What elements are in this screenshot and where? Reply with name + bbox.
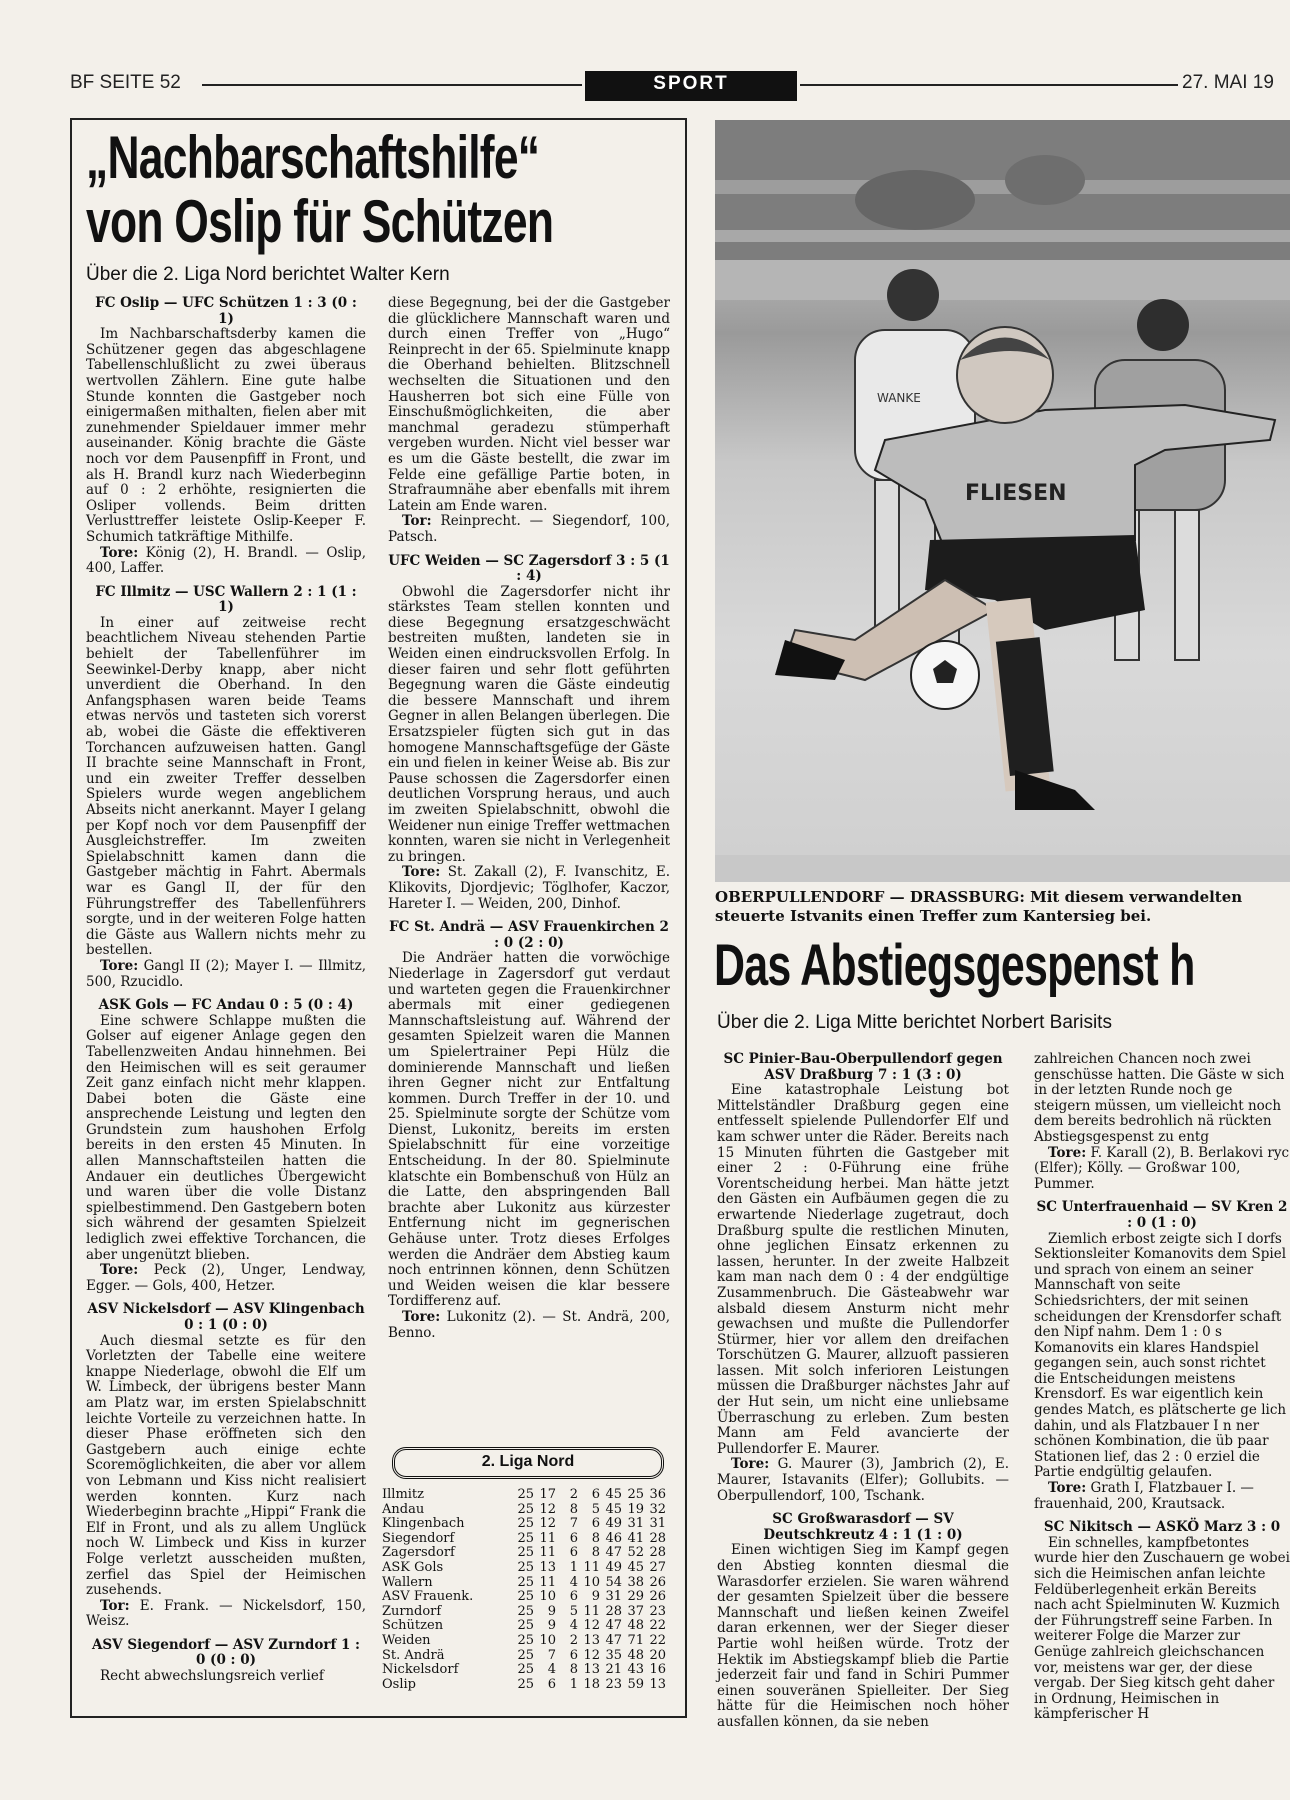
article-2-headline: Das Abstiegsgespenst h <box>714 933 1195 998</box>
match-report <box>86 1302 366 1629</box>
goalscorers-text: Grath I, Flatzbauer I. — frauenhaid, 200, Krautsack. <box>1034 1480 1254 1512</box>
team-name: Nickelsdorf <box>382 1662 459 1678</box>
table-value: 32 <box>649 1501 666 1517</box>
table-value: 5 <box>591 1501 600 1517</box>
table-value: 45 <box>605 1487 622 1502</box>
table-value: 31 <box>627 1516 644 1532</box>
goalscorers-line <box>86 546 366 577</box>
goalscorers-line <box>86 959 366 990</box>
match-report-text: Im Nachbarschaftsderby kamen die Schützener gegen das abgeschlagene Tabellenschlußlicht zu zwei überaus wertvollen Zählern. Eine gute halbe Stunde konnten die Gastgeber noch einigermaßen mithalten, fielen aber mit zunehmender Spieldauer immer mehr auseinander. König brachte die Gäste noch vor dem Pausenpfiff in Front, und als H. Brandl kurz nach Wiederbeginn auf 0 : 2 erhöhte, resignierten die Osliper vollends. Beim dritten Verlusttreffer leistete Oslip-Keeper F. Schumich tatkräftige Mithilfe. <box>86 326 366 545</box>
match-title: ASK Gols — FC Andau 0 : 5 (0 : 4) <box>98 997 354 1014</box>
match-photo <box>715 120 1290 882</box>
table-value: 25 <box>517 1662 534 1678</box>
league-table-row <box>382 1663 666 1678</box>
match-title: UFC Weiden — SC Zagersdorf 3 : 5 (1 : 4) <box>388 552 670 585</box>
section-label: SPORT <box>585 71 797 101</box>
table-value: 2 <box>569 1487 578 1502</box>
table-value: 4 <box>569 1574 578 1590</box>
table-value: 11 <box>539 1545 556 1561</box>
league-table-row <box>382 1619 666 1634</box>
table-value: 38 <box>627 1574 644 1590</box>
table-value: 8 <box>569 1501 578 1517</box>
photo-caption-line-2: steuerte Istvanits einen Treffer zum Kantersieg bei. <box>715 907 1152 925</box>
table-value: 13 <box>539 1559 556 1575</box>
goalscorers-line <box>388 1310 670 1341</box>
table-value: 10 <box>539 1632 556 1648</box>
table-value: 49 <box>605 1559 622 1575</box>
table-value: 28 <box>649 1530 666 1546</box>
article-subhead: Über die 2. Liga Nord berichtet Walter Kern <box>86 264 450 285</box>
match-report-text: Ein schnelles, kampfbetontes wurde hier den Zuschauern ge wobei sich die Heimischen anfan leichte Feldüberlegenheit erkän Bereits nach acht Spielminuten W. Kuzmich der Führungstreff seine Farben. In weiterer Folge die Marzer zur Genüge zahlreich gleichschancen vor, meistens war ger, der diese vergab. Der Sieg kitsch geht daher in Ordnung, Heimischen in kämpferischer H <box>1034 1534 1290 1723</box>
league-table-row <box>382 1561 666 1576</box>
table-value: 9 <box>547 1618 556 1634</box>
table-value: 6 <box>547 1676 556 1692</box>
team-name: ASK Gols <box>382 1559 444 1575</box>
table-value: 48 <box>627 1618 644 1634</box>
league-table-row <box>382 1546 666 1561</box>
league-table-row <box>382 1678 666 1693</box>
headline-line-2: von Oslip für Schützen <box>86 188 554 255</box>
match-report <box>86 998 366 1294</box>
table-value: 6 <box>591 1487 600 1502</box>
table-value: 12 <box>539 1501 556 1517</box>
match-report <box>717 1512 1009 1730</box>
table-value: 1 <box>569 1559 578 1575</box>
table-value: 71 <box>627 1632 644 1648</box>
header-rule-right <box>800 84 1178 86</box>
table-value: 9 <box>591 1589 600 1605</box>
match-report-text: Eine schwere Schlappe mußten die Golser auf eigener Anlage gegen den Tabellenzweiten Andau hinnehmen. Bei den Heimischen will es seit geraumer Zeit ganz einfach nicht mehr klappen. Dabei boten die Gäste eine ansprechende Leistung und legten den Grundstein zum haushohen Erfolg bereits in den ersten 45 Minuten. In allen Mannschaftsteilen hatten die Andauer ein deutliches Übergewicht und waren über die volle Distanz spielbestimmend. Den Gastgebern boten sich während der gesamten Spielzeit lediglich zwei effektive Torchancen, die aber ungenützt blieben. <box>86 1012 366 1263</box>
match-title: FC St. Andrä — ASV Frauenkirchen 2 : 0 (2 : 0) <box>389 919 669 951</box>
match-title: SC Großwarasdorf — SV Deutschkreutz 4 : 1 (1 : 0) <box>763 1511 963 1543</box>
match-report <box>388 920 670 1341</box>
goalscorers-line <box>388 514 670 545</box>
goalscorers-label: Tore: <box>1048 1144 1087 1161</box>
goalscorers-text: St. Zakall (2), F. Ivanschitz, E. Klikovits, Djordjevic; Töglhofer, Kaczor, Hareter I. — Weiden, 200, Dinhof. <box>388 864 670 912</box>
photo-caption-line-1: OBERPULLENDORF — DRASSBURG: Mit diesem verwandelten <box>715 888 1243 906</box>
team-name: Wallern <box>382 1574 433 1590</box>
table-value: 25 <box>517 1676 534 1692</box>
team-name: Siegendorf <box>382 1530 455 1546</box>
match-report-text: diese Begegnung, bei der die Gastgeber die glücklichere Mannschaft waren und durch einen Treffer von „Hugo“ Reinprecht in der 65. Spielminute knapp die Oberhand behielten. Blitzschnell wechselten die Situationen und den Hausherren bot sich eine Fülle von Einschußmöglichkeiten, die aber manchmal geradezu stümperhaft vergeben wurden. Nicht viel besser war es um die Gäste bestellt, die zwar im Felde eine gefällige Partie boten, in Strafraumnähe aber ebenfalls mit ihrem Latein am Ende waren. <box>388 295 670 514</box>
table-value: 21 <box>605 1662 622 1678</box>
goalscorers-line <box>1034 1481 1290 1512</box>
league-table-row <box>382 1634 666 1649</box>
team-name: Schützen <box>382 1618 444 1634</box>
goalscorers-label: Tore: <box>402 864 441 881</box>
headline <box>86 126 553 254</box>
table-value: 6 <box>569 1589 578 1605</box>
article-2-column-1 <box>717 1052 1009 1742</box>
table-value: 8 <box>591 1530 600 1546</box>
table-value: 28 <box>605 1603 622 1619</box>
table-value: 7 <box>569 1516 578 1532</box>
table-value: 25 <box>517 1530 534 1546</box>
table-value: 43 <box>627 1662 644 1678</box>
table-value: 25 <box>517 1559 534 1575</box>
article-2-column-2 <box>1034 1052 1290 1742</box>
team-name: ASV Frauenk. <box>382 1589 474 1605</box>
league-table-row <box>382 1517 666 1532</box>
match-title: SC Unterfrauenhaid — SV Kren 2 : 0 (1 : 0) <box>1036 1199 1288 1231</box>
table-value: 29 <box>627 1589 644 1605</box>
table-value: 23 <box>605 1676 622 1692</box>
team-name: Zagersdorf <box>382 1545 455 1561</box>
table-value: 47 <box>605 1545 622 1561</box>
goalscorers-text: Reinprecht. — Siegendorf, 100, Patsch. <box>388 513 670 545</box>
table-value: 35 <box>605 1647 622 1663</box>
table-value: 25 <box>517 1647 534 1663</box>
goalscorers-text: König (2), H. Brandl. — Oslip, 400, Laffer. <box>86 544 366 577</box>
table-value: 16 <box>649 1662 666 1678</box>
team-name: Weiden <box>382 1632 431 1648</box>
match-title: ASV Nickelsdorf — ASV Klingenbach 0 : 1 (0 : 0) <box>87 1301 365 1333</box>
goalscorers-label: Tore: <box>100 957 139 974</box>
match-report-text: In einer auf zeitweise recht beachtlichem Niveau stehenden Partie behielt der Tabellenführer im Seewinkel-Derby knapp, aber nicht unverdient die Oberhand. In den Anfangsphasen waren beide Teams etwas nervös und tasteten sich vorerst ab, wobei die Gäste die effektiveren Torchancen aufzuweisen hatten. Gangl II brachte seine Mannschaft in Front, und ein zweiter Treffer desselben Spielers wurde wegen angeblichem Abseits nicht anerkannt. Mayer I gelang per Kopf noch vor dem Pausenpfiff der Ausgleichstreffer. Im zweiten Spielabschnitt kamen dann die Gastgeber mächtig in Fahrt. Abermals war es Gangl II, der für den Führungstreffer des Tabellenführers sorgte, und in der weiteren Folge hatten die Gäste aus Wallern nichts mehr zu bestellen. <box>86 614 366 959</box>
page-number: BF SEITE 52 <box>70 72 181 93</box>
match-report-text: Eine katastrophale Leistung bot Mittelständler Draßburg gegen eine entfesselt spielende Pullendorfer Elf und kam schwer unter die Räder. Bereits nach 15 Minuten führten die Gastgeber mit einer 2 : 0-Führung eine frühe Vorentscheidung herbei. Man hätte jetzt den Gästen ein Aufbäumen gegen die zu erwartende Niederlage zugetraut, doch Draßburg spulte die restlichen Minuten, ohne jeglichen Einsatz erkennen zu lassen, herunter. In der zweite Halbzeit kam man nach dem 0 : 4 der endgültige Zusammenbruch. Die Gästeabwehr war alsbald diesem Ansturm nicht mehr gewachsen und mußte die Pullendorfer Stürmer, hier vor allem den dreifachen Torschützen G. Maurer, allzuoft passieren lassen. Mit solch inferioren Leistungen müssen die Draßburger nächstes Jahr auf der Hut sein, um nicht eine unliebsame Überraschung zu erleben. Zum besten Mann am Feld avancierte der Pullendorfer E. Maurer. <box>717 1082 1009 1457</box>
table-value: 59 <box>627 1676 644 1692</box>
match-report <box>1034 1052 1290 1192</box>
table-value: 22 <box>649 1618 666 1634</box>
match-report-text: Die Andräer hatten die vorwöchige Niederlage in Zagersdorf gut verdaut und warteten gegen die Frauenkirchner abermals mit einer gediegenen Mannschaftsleistung auf. Während der gesamten Spielzeit waren die Mannen um Spielertrainer Pepi Hülz die dominierende Mannschaft und ließen ihren Gegner nicht zur Entfaltung kommen. Durch Treffer in der 10. und 25. Spielminute sorgte der Schütze vom Dienst, Lukonitz, bereits im ersten Spielabschnitt für eine vorzeitige Entscheidung. In der 80. Spielminute klatschte ein Bombenschuß von Hülz an die Latte, den abspringenden Ball brachte aber Lukonitz aus kürzester Entfernung nicht im gegnerischen Gehäuse unter. Trotz dieses Erfolges werden die Andräer dem Abstieg kaum noch entrinnen können, denn Schützen und Weiden weisen die klar bessere Tordifferenz auf. <box>388 950 670 1310</box>
league-table-row <box>382 1576 666 1591</box>
table-value: 6 <box>591 1516 600 1532</box>
goalscorers-text: G. Maurer (3), Jambrich (2), E. Maurer, Istavanits (Elfer); Gollubits. — Oberpullendorf, 100, Tschank. <box>717 1456 1009 1504</box>
goalscorers-line <box>388 865 670 912</box>
table-value: 26 <box>649 1589 666 1605</box>
table-value: 25 <box>517 1632 534 1648</box>
table-value: 31 <box>649 1516 666 1532</box>
table-value: 28 <box>649 1545 666 1561</box>
match-title: SC Nikitsch — ASKÖ Marz 3 : 0 <box>1043 1519 1281 1536</box>
table-value: 9 <box>547 1603 556 1619</box>
shirt-text: FLIESEN <box>965 481 1067 506</box>
table-value: 25 <box>517 1516 534 1532</box>
match-report-text: Recht abwechslungsreich verlief <box>100 1668 324 1685</box>
table-value: 36 <box>649 1487 666 1502</box>
table-value: 25 <box>517 1487 534 1502</box>
table-value: 25 <box>627 1487 644 1502</box>
bg-shirt-text: WANKE <box>877 391 921 405</box>
table-value: 11 <box>539 1574 556 1590</box>
table-value: 25 <box>517 1589 534 1605</box>
table-value: 46 <box>605 1530 622 1546</box>
table-value: 11 <box>583 1603 600 1619</box>
league-table-title <box>392 1447 664 1479</box>
table-value: 12 <box>583 1647 600 1663</box>
league-table-row <box>382 1590 666 1605</box>
table-value: 41 <box>627 1530 644 1546</box>
goalscorers-text: Lukonitz (2). — St. Andrä, 200, Benno. <box>388 1309 670 1341</box>
team-name: St. Andrä <box>382 1647 445 1663</box>
article-column-2 <box>388 295 670 1341</box>
match-report-text: Einen wichtigen Sieg im Kampf gegen den Abstieg konnten diesmal die Warasdorfer erzielen. Sie waren während der gesamten Spielzeit über die bessere Mannschaft und ließen keinen Zweifel daran erkennen, wer der Sieger dieser Partie wohl heißen würde. Trotz der Hektik im Abstiegskampf blieb die Partie jederzeit fair und fand in Schiri Pummer einen souveränen Spielleiter. Der Sieg hätte für die Heimischen noch höher ausfallen können, da sie neben <box>717 1542 1009 1730</box>
table-value: 27 <box>649 1559 666 1575</box>
table-value: 25 <box>517 1618 534 1634</box>
headline-line-1: „Nachbarschaftshilfe“ <box>86 124 540 191</box>
table-value: 31 <box>605 1589 622 1605</box>
goalscorers-label: Tore: <box>100 544 139 561</box>
match-title: FC Oslip — UFC Schützen 1 : 3 (0 : 1) <box>95 295 357 327</box>
table-value: 6 <box>569 1545 578 1561</box>
table-value: 17 <box>539 1487 556 1502</box>
match-report-text: Auch diesmal setzte es für den Vorletzten der Tabelle eine weitere knappe Niederlage, obwohl die Elf um W. Limbeck, der übrigens bester Mann am Platz war, im ersten Spielabschnitt leichte Vorteile zu verzeichnen hatte. In dieser Phase eröffneten sich den Gastgebern auch einige echte Scoremöglichkeiten, die aber vor allem von Lebmann und Kiss nicht realisiert werden konnten. Kurz nach Wiederbeginn brachte „Hippi“ Frank die Elf in Front, und als zu allem Unglück noch W. Limbeck und Kiss in kurzer Folge verletzt ausscheiden mußten, zerfiel das Spiel der Heimischen zusehends. <box>86 1332 366 1599</box>
match-report <box>1034 1200 1290 1512</box>
goalscorers-line <box>86 1599 366 1630</box>
table-value: 2 <box>569 1632 578 1648</box>
article-column-1 <box>86 296 366 1716</box>
league-table-row <box>382 1503 666 1518</box>
goalscorers-label: Tore: <box>731 1456 770 1473</box>
table-value: 20 <box>649 1647 666 1663</box>
table-value: 47 <box>605 1632 622 1648</box>
table-value: 10 <box>539 1589 556 1605</box>
table-value: 48 <box>627 1647 644 1663</box>
table-value: 11 <box>583 1559 600 1575</box>
table-value: 13 <box>583 1662 600 1678</box>
table-value: 25 <box>517 1501 534 1517</box>
match-report-text: Ziemlich erbost zeigte sich I dorfs Sektionsleiter Komanovits dem Spiel und sprach von einem an seiner Mannschaft von seite Schiedsrichters, der mit seinen scheidungen der Krensdorfer schaft den Nipf nahm. Dem 1 : 0 s Komanovits ein klares Handspiel gegangen sein, auch sonst richtet die Entscheidungen meistens Krensdorf. Es war eigentlich kein gendes Match, es plätscherte ge lich dahin, und als Flatzbauer I n ner schönen Kombination, die üb paar Stationen lief, das 2 : 0 erziel die Partie endgültig gelaufen. <box>1034 1230 1287 1481</box>
match-report-text: Obwohl die Zagersdorfer nicht ihr stärkstes Team stellen konnten und diese Begegnung ersatzgeschwächt bestreiten mußten, landeten sie in Weiden einen eindrucksvollen Erfolg. In dieser fairen und sehr flott geführten Begegnung waren die Gäste eindeutig die bessere Mannschaft und ihrem Gegner in allen Belangen überlegen. Die Ersatzspieler fügten sich gut in das homogene Mannschaftsgefüge der Gäste ein und fielen in keiner Weise ab. Bis zur Pause schossen die Zagersdorfer einen deutlichen Vorsprung heraus, und auch im zweiten Spielabschnitt, obwohl die Weidener nun einige Treffer wettmachen konnten, waren sie nicht in Verlegenheit zu bringen. <box>388 583 670 865</box>
team-name: Illmitz <box>382 1487 425 1502</box>
match-report <box>86 1638 366 1685</box>
league-table <box>382 1488 666 1692</box>
table-value: 8 <box>569 1662 578 1678</box>
match-report <box>1034 1520 1290 1723</box>
goalscorers-label: Tor: <box>402 513 432 530</box>
table-value: 25 <box>517 1603 534 1619</box>
team-name: Andau <box>382 1501 425 1517</box>
team-name: Klingenbach <box>382 1516 465 1532</box>
table-value: 26 <box>649 1574 666 1590</box>
table-value: 4 <box>569 1618 578 1634</box>
table-value: 6 <box>569 1647 578 1663</box>
table-value: 7 <box>547 1647 556 1663</box>
table-value: 12 <box>539 1516 556 1532</box>
match-report <box>717 1052 1009 1504</box>
table-value: 18 <box>583 1676 600 1692</box>
match-title: SC Pinier-Bau-Oberpullendorf gegen ASV Draßburg 7 : 1 (3 : 0) <box>723 1051 1003 1083</box>
table-value: 23 <box>649 1603 666 1619</box>
table-value: 54 <box>605 1574 622 1590</box>
league-table-title-text: 2. Liga Nord <box>481 1453 575 1470</box>
table-value: 10 <box>583 1574 600 1590</box>
goalscorers-text: E. Frank. — Nickelsdorf, 150, Weisz. <box>86 1597 366 1630</box>
goalscorers-label: Tore: <box>1048 1480 1087 1497</box>
table-value: 47 <box>605 1618 622 1634</box>
goalscorers-line <box>86 1263 366 1294</box>
table-value: 1 <box>569 1676 578 1692</box>
team-name: Zurndorf <box>382 1603 442 1619</box>
table-value: 4 <box>547 1662 556 1678</box>
table-value: 25 <box>517 1574 534 1590</box>
table-value: 13 <box>583 1632 600 1648</box>
match-report <box>388 554 670 913</box>
article-2-subhead: Über die 2. Liga Mitte berichtet Norbert Barisits <box>717 1012 1112 1033</box>
table-value: 8 <box>591 1545 600 1561</box>
table-value: 22 <box>649 1632 666 1648</box>
table-value: 45 <box>605 1501 622 1517</box>
goalscorers-line <box>1034 1146 1290 1193</box>
match-title: FC Illmitz — USC Wallern 2 : 1 (1 : 1) <box>95 583 357 616</box>
photo-illustration <box>715 120 1290 882</box>
table-value: 25 <box>517 1545 534 1561</box>
match-title: ASV Siegendorf — ASV Zurndorf 1 : 0 (0 : 0) <box>91 1636 361 1669</box>
goalscorers-line <box>717 1457 1009 1504</box>
match-report <box>388 296 670 546</box>
goalscorers-label: Tore: <box>100 1262 139 1279</box>
league-table-row <box>382 1488 666 1503</box>
goalscorers-label: Tore: <box>402 1309 441 1325</box>
table-value: 5 <box>569 1603 578 1619</box>
table-value: 13 <box>649 1676 666 1692</box>
team-name: Oslip <box>382 1676 416 1692</box>
match-report <box>86 296 366 577</box>
table-value: 12 <box>583 1618 600 1634</box>
league-table-row <box>382 1605 666 1620</box>
goalscorers-text: Peck (2), Unger, Lendway, Egger. — Gols, 400, Hetzer. <box>86 1262 366 1294</box>
goalscorers-text: Gangl II (2); Mayer I. — Illmitz, 500, Rzucidlo. <box>86 957 366 990</box>
match-report <box>86 585 366 990</box>
goalscorers-text: F. Karall (2), B. Berlakovi ryc (Elfer); Kölly. — Großwar 100, Pummer. <box>1034 1144 1290 1192</box>
table-value: 49 <box>605 1516 622 1532</box>
header-rule-left <box>202 84 582 86</box>
table-value: 37 <box>627 1603 644 1619</box>
issue-date: 27. MAI 19 <box>1182 72 1274 93</box>
table-value: 52 <box>627 1545 644 1561</box>
table-value: 45 <box>627 1559 644 1575</box>
goalscorers-label: Tor: <box>100 1597 130 1614</box>
match-report-text: zahlreichen Chancen noch zwei genschüsse hatten. Die Gäste w sich in der letzten Runde noch ge steigern müssen, um vielleicht noch dem bereits bedrohlich nä rückten Abstiegsgespenst zu entg <box>1034 1051 1285 1145</box>
league-table-row <box>382 1532 666 1547</box>
table-value: 19 <box>627 1501 644 1517</box>
table-value: 11 <box>539 1530 556 1546</box>
league-table-row <box>382 1649 666 1664</box>
table-value: 6 <box>569 1530 578 1546</box>
